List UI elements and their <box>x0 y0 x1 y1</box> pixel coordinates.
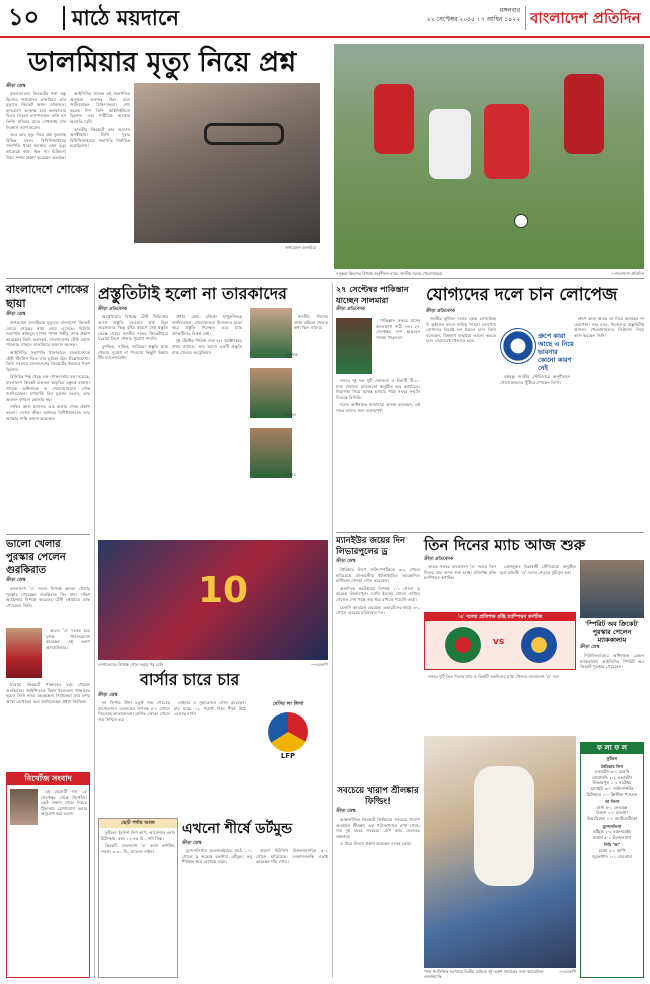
barca-byline: ক্রীড়া ডেস্ক <box>98 693 118 698</box>
lfp-logo-text: LFP <box>280 752 296 760</box>
lopez-headline: যোগ্যদের দলে চান লোপেজ <box>426 285 618 305</box>
section-title: মাঠে ময়দানে <box>72 6 179 30</box>
result-row: ম্যানইউ ৩-০ সাউদাম্পটন <box>590 785 634 791</box>
player-name-shakib: সাকিব <box>286 412 296 417</box>
results-league: ফুটবল <box>606 756 618 761</box>
lead-col-1: বাংলাদেশের ক্রিকেটের শক্ত বন্ধু হিসেবে জগমোহন ডালমিয়া। তার মৃত্যুতে ক্রিকেট অঙ্গন শোকাহত। হৃদরোগে আক্রান্ত হয়ে কলকাতার বিএম বিড়লা হাসপাতালে ভর্তি হন তিনি। রবিবার রাতে সেখানেই শেষ নিঃশ্বাস ত্যাগ করেন। তবে তার মৃত্যু নিয়ে প্রশ্ন তুলেছে বিভিন্ন মহল। বিসিসিআইয়ের সভাপতি থাকা অবস্থায় এমন মৃত্যু কারোরই কাম্য ছিল না। চিকিৎসা নিয়ে সংশয় প্রকাশ করেছেন অনেকে। <box>6 91 66 160</box>
tarka-headline: প্রস্তুতিটাই হলো না তারকাদের <box>98 284 287 303</box>
football-credit: —বাংলাদেশ প্রতিদিন <box>610 271 644 276</box>
dortmund-col-2: বায়ার্ন মিউনিখ উলফসবার্গকে ৫-১ গোলে হারিয়েছে। লেভানডফস্কি একাই করেছেন পাঁচ গোল। <box>256 848 328 865</box>
messi-credit: —এএফপি <box>311 662 328 667</box>
chhoto-body: ফুটবল: ইংলিশ লিগ কাপ, আর্সেনাল বনাম টটেনহাম, রাত ১২-৪৫ মি., সনি সিক্স। ক্রিকেট: বাংলাদেশ 'এ' বনাম কর্ণাটক, সকাল ৯-৩০ মি., চ্যানেল নাইন। <box>101 830 175 854</box>
col-rule-1 <box>94 283 95 978</box>
barca-headline: বার্সার চারে চার <box>140 670 240 689</box>
gurkirat-body-bottom: ঘরোয়া ক্রিকেটে পাঞ্জাবের হয়ে খেলেন গুরকিরাত। আইপিএলে কিংস ইলেভেন পাঞ্জাবের হয়েও তিনি নজর কেড়েছেন। নির্বাচকরা তার ওপর আস্থা রেখেছেন বলে জানিয়েছেন প্রধান নির্বাচক। <box>6 682 90 704</box>
laliga-label: মেসির লা লিগা <box>272 701 304 707</box>
player-photo-shakib <box>250 368 292 418</box>
liverpool-body: প্রিমিয়ার লিগে সাউদাম্পটনকে ৩-২ গোলে হারিয়েছে ম্যানচেস্টার ইউনাইটেড। আন্তোনিও মার্শিয়াল জোড়া গোল করেছেন। অন্যদিকে নরউইচের বিপক্ষে ১-১ গোলে ড্র করেছে লিভারপুল। ড্যানি ইংসের গোলে এগিয়ে গেলেও শেষ পর্যন্ত জয় ধরে রাখতে পারেনি তারা। চেলসি আবারও হেরেছে। এভারটনের কাছে ৩-১ গোলে হেরেছে মরিনহোর দল। <box>336 567 420 616</box>
player-white <box>429 109 471 179</box>
tarka-col-2: প্রধান কোচ চন্ডিকা হাথুরুসিংহে জানিয়েছেন, খেলোয়াড়রা নিজেদের মতো করে প্রস্তুতি নিচ্ছেন। তবে ম্যাচ প্র্যাকটিসের বিকল্প নেই। দুই টেস্টের সিরিজ শুরু হবে অক্টোবরের প্রথম সপ্তাহে। তার আগে একটি প্রস্তুতি ম্যাচ খেলবে অস্ট্রেলিয়া। <box>172 314 242 355</box>
dortmund-byline: ক্রীড়া ডেস্ক <box>182 841 202 846</box>
match-box-title: 'এ' দলের প্রতিপক্ষ রঞ্জি চ্যাম্পিয়ন কর্ণাটক <box>425 613 575 621</box>
nikhoj-title: নিখোঁজ সংবাদ <box>7 773 89 785</box>
barca-col-2: নেইমার ও সুয়ারেজও গোল করেছেন। চার ম্যাচে ১২ পয়েন্ট নিয়ে শীর্ষে উঠে এসেছে বার্সা। <box>174 700 246 717</box>
nikhoj-box <box>6 772 90 978</box>
lead-byline: ক্রীড়া ডেস্ক <box>6 84 26 89</box>
dalmiya-glasses-shape <box>204 123 284 145</box>
tarka-col-1: অস্ট্রেলিয়ার বিপক্ষে টেস্ট সিরিজের আগে প্রস্তুতি নেওয়ার কথা ছিল তারকাদের। কিন্তু বৃষ্টির কারণে সেই প্রস্তুতি ভেস্তে গেছে। জাতীয় দলের ক্রিকেটাররা ঘরোয়া লিগে খেলার সুযোগ পাননি। মুশফিক, সাকিব, তামিমরা প্রস্তুতি ম্যাচ খেলার সুযোগ না পাওয়ায় কিছুটা চিন্তায় টিম ম্যানেজমেন্ট। <box>98 314 168 361</box>
lead-headline: ডালমিয়ার মৃত্যু নিয়ে প্রশ্ন <box>28 47 297 78</box>
results-sub: প্রিমিয়ার লিগ <box>600 763 624 769</box>
result-row: রিয়াল ০-০ মালাগা <box>596 810 628 816</box>
mccallum-headline: 'স্পিরিট অব ক্রিকেট' পুরস্কার পেলেন ম্যাককালাম <box>584 620 640 644</box>
player-name-mushfiq: মুশফিক <box>286 352 298 357</box>
mccallum-byline: ক্রীড়া ডেস্ক <box>580 645 600 650</box>
football-caption: বসুন্ধরা কিংসের বিপক্ষে অনুশীলন ম্যাচে জাতীয় দলের খেলোয়াড়রা <box>336 271 443 276</box>
divider-1 <box>6 278 644 279</box>
results-title: ফ লা ফ ল <box>581 743 643 754</box>
ball <box>514 214 528 228</box>
match-col-2: বেঙ্গালুরুর চিন্নাস্বামী স্টেডিয়ামে অনুষ্ঠিত হবে ম্যাচটি। 'এ' দলের নেতৃত্বে মুমিনুল হক। <box>500 564 576 575</box>
gurkirat-body-top: বাংলাদেশ 'এ' দলের বিপক্ষে ভালো খেলার পুরস্কার পেয়েছেন গুরকিরাত সিং মান। দক্ষিণ আফ্রিকার বিপক্ষে ভারতের টেস্ট স্কোয়াডে ডাক পেয়েছেন তিনি। <box>6 586 90 608</box>
dalmiya-caption: জগমোহন ডালমিয়া <box>285 245 316 250</box>
shoke-article <box>6 283 90 533</box>
bcb-logo <box>445 627 481 663</box>
salma-headline: ২৭ সেপ্টেম্বর পাকিস্তান যাচ্ছেন সালমারা <box>336 285 409 305</box>
tarka-article <box>98 306 328 536</box>
chhoto-box <box>98 818 178 978</box>
results-sub: বুন্দেসলিগা <box>602 823 622 829</box>
messi-number-10: 10 <box>198 570 249 611</box>
shoke-headline: বাংলাদেশে শোকের ছায়া <box>6 283 89 310</box>
laliga-box <box>250 702 326 762</box>
football-photo <box>334 44 644 269</box>
match-byline: ক্রীড়া প্রতিবেদক <box>424 557 453 562</box>
messi-photo <box>98 540 328 660</box>
tarka-col-3: জাতীয় লিগের প্রথম রাউন্ডে খেলার কথা ছিল তাদের। <box>294 314 328 331</box>
sri-byline: ক্রীড়া ডেস্ক <box>336 809 356 814</box>
lopez-col-3: গ্রুপে কারা আছে তা নিয়ে ভাবছেন না লোপেজ। তার মতে, নিজেদের প্রস্তুতিটাই আসল। খেলোয়াড়দের ফিটনেস নিয়ে কাজ করছেন তিনি। <box>574 316 644 338</box>
results-sub: লা লিগা <box>604 799 620 805</box>
liverpool-headline: ম্যানইউর জয়ের দিন লিভারপুলের ড্র <box>336 536 406 557</box>
barca-article <box>98 692 328 812</box>
player-red-2 <box>484 104 529 179</box>
paper-logo: বাংলাদেশ প্রতিদিন <box>530 9 641 27</box>
results-list <box>581 754 643 861</box>
divider-3 <box>336 532 644 533</box>
results-box <box>580 742 644 978</box>
chhoto-title: ছোট পর্দায় আজ <box>99 819 177 828</box>
dalmiya-photo <box>134 83 320 243</box>
result-row: বায়ার্ন ৫-১ উলফসবার্গ <box>593 834 631 840</box>
lead-article <box>6 83 324 261</box>
lfp-logo <box>268 712 308 752</box>
dortmund-col-1: বুন্দেসলিগায় হফেনহেইমের মাঠে ১-১ গোলে ড্র করেছে বরুশিয়া ডর্টমুন্ড। তবু শীর্ষস্থান ধরে রেখেছে তারা। <box>182 848 252 865</box>
divider-2 <box>6 534 90 535</box>
player-name-tamim: তামিম <box>286 472 296 477</box>
nikhoj-body: এই ছেলেটি গত ১৫ সেপ্টেম্বর থেকে নিখোঁজ। কেউ সন্ধান পেলে নিচের ঠিকানায় যোগাযোগ করার অনুরোধ করা হলো। <box>41 789 87 817</box>
sri-body: আন্তর্জাতিক ক্রিকেটে ফিল্ডিংয়ে সবচেয়ে খারাপ অবস্থানে শ্রীলঙ্কা। এক পরিসংখ্যানে দেখা গেছে, গত দুই বছরে সবচেয়ে বেশি ক্যাচ ফেলেছে লঙ্কানরা। এ নিয়ে উদ্বেগ প্রকাশ করেছেন দলের কোচ। <box>336 817 420 847</box>
shoke-body: জগমোহন ডালমিয়ার মৃত্যুতে বাংলাদেশ ক্রিকেট বোর্ডে শোকের ছায়া নেমে এসেছে। বিসিবি সভাপতি নাজমুল হাসান পাপন গভীর শোক প্রকাশ করেছেন। তিনি বলেছেন, বাংলাদেশের টেস্ট মর্যাদা পাওয়ার পেছনে ডালমিয়ার অবদান অনেক। আইসিসির সভাপতি থাকাকালে বাংলাদেশকে টেস্ট স্ট্যাটাস দিতে তার ভূমিকা ছিল উল্লেখযোগ্য। তিনি সবসময় বাংলাদেশের ক্রিকেটের উন্নয়নে পাশে ছিলেন। বিসিবির পক্ষ থেকে এক শোকবার্তায় বলা হয়েছে, বাংলাদেশ ক্রিকেট একজন অকৃত্রিম বন্ধুকে হারাল। সাবেক অধিনায়ক ও খেলোয়াড়রাও শোক জানিয়েছেন। মাশরাফি বিন মুর্তজা বলেন, তার অবদান কখনো ভোলার নয়। সাকিব আল হাসানও এক বার্তায় শোক প্রকাশ করেন। দেশের ক্রীড়া অঙ্গনের বিশিষ্টজনরাও তার আত্মার শান্তি কামনা করেছেন। <box>6 320 90 421</box>
sri-article <box>336 786 420 978</box>
match-headline: তিন দিনের ম্যাচ আজ শুরু <box>424 536 586 554</box>
gurkirat-photo <box>6 628 42 678</box>
lopez-byline: ক্রীড়া প্রতিবেদক <box>426 309 455 314</box>
dortmund-headline: এখনো শীর্ষে ডর্টমুন্ড <box>182 821 293 837</box>
result-row: এভারটন ৩-১ চেলসি <box>594 769 630 775</box>
result-row: বার্সা ৪-১ লেভান্তে <box>596 804 628 810</box>
match-box <box>424 612 576 670</box>
lopez-article <box>426 308 644 528</box>
shoke-byline: ক্রীড়া ডেস্ক <box>6 312 26 317</box>
salma-photo <box>336 318 372 374</box>
player-photo-tamim <box>250 428 292 478</box>
result-row: জুভেন্টাস ১-১ জেনোয়া <box>592 853 632 859</box>
dortmund-article <box>182 840 328 978</box>
gurkirat-headline: ভালো খেলার পুরস্কার পেলেন গুরকিরাত <box>6 539 66 576</box>
masthead-divider <box>63 6 65 30</box>
lopez-col-2: বঙ্গবন্ধু জাতীয় স্টেডিয়ামে অনুশীলনে খেলোয়াড়দের খুঁটিয়ে দেখছেন তিনি। <box>500 374 570 385</box>
player-red-3 <box>564 74 604 154</box>
barca-col-1: লা লিগায় টানা চতুর্থ জয় পেয়েছে বার্সেলোনা। লেভান্তের বিপক্ষে ৪-১ গোলে জিতেছে কাতালানরা। মেসির জোড়া গোলে জয় নিশ্চিত হয়। <box>98 700 170 722</box>
result-row: লিভারপুল ১-১ নরউইচ <box>592 780 632 786</box>
bff-logo <box>500 328 536 364</box>
masthead-divider-2 <box>525 6 526 30</box>
date-label: ২২ সেপ্টেম্বর ২০১৫ । ৭ আশ্বিন ১৪২২ <box>426 16 520 23</box>
versus-icon: vs <box>493 637 505 647</box>
liverpool-article <box>336 536 420 786</box>
date-line <box>380 6 520 24</box>
messi-caption: লেগানেসের বিপক্ষে গোল করার পর মেসি <box>98 662 164 667</box>
result-row: ভিয়ারিয়াল ১-০ অ্যাটলেটিকো <box>586 815 638 821</box>
result-row: রোমা ২-১ কার্পি <box>598 847 626 853</box>
gurkirat-byline: ক্রীড়া ডেস্ক <box>6 578 26 583</box>
tennis-caption: প্যান প্যাসিফিক ওপেনের দ্বিতীয় রাউন্ডে দুই তরুণ সমর্থকের সঙ্গে ক্যারোলিন ওজনিয়াকি <box>424 969 544 979</box>
salma-article <box>336 284 420 532</box>
lead-col-2: আইসিসির সাবেক এই সভাপতির অসুস্থতা গুরুতর ছিল বলে জানিয়েছেন চিকিৎসকরা। শেষ কয়েক দিন তিনি আইসিইউতে ছিলেন। তার শারীরিক অবস্থার অবনতি ঘটে। ভারতীয় ক্রিকেটে তার অবদান অনস্বীকার্য। তিনি দুবার বিসিসিআইয়ের সভাপতি নির্বাচিত হয়েছিলেন। <box>70 91 130 149</box>
day-label: মঙ্গলবার <box>499 7 520 14</box>
match-col-1: ভারত সফরে বাংলাদেশ 'এ' দলের তিন দিনের ম্যাচ আজ শুরু হচ্ছে। প্রতিপক্ষ রঞ্জি চ্যাম্পিয়ন কর্ণাটক। <box>424 564 496 581</box>
tennis-player-shape <box>474 766 534 886</box>
ksca-logo <box>521 627 557 663</box>
lopez-col-1: জাতীয় ফুটবল দলের কোচ লোডভিক দি ক্রুইফের বদলে দায়িত্ব পাওয়া লোপেজ যোগ্যদের নিয়েই দল গড়তে চান। তিনি বলেছেন, বিশ্বকাপ বাছাইয়ে ভালো করতে হলে সেরাদেরই খেলাতে হবে। <box>426 316 496 344</box>
salma-byline: ক্রীড়া প্রতিবেদক <box>336 307 365 312</box>
player-red-1 <box>374 84 414 154</box>
liverpool-byline: ক্রীড়া ডেস্ক <box>336 559 356 564</box>
salma-body: সফরে দুই দল দুটি ওয়ানডে ও তিনটি টি-২০ ম্যাচ খেলবে। ম্যাচগুলো অনুষ্ঠিত হবে করাচিতে। নিরাপত্তা নিয়ে আশ্বস্ত হওয়ার পরই সফরে সম্মতি দিয়েছে বিসিবি। দলের অধিনায়ক জাহানারা আলম বলেছেন, এই সফর তাদের জন্য গুরুত্বপূর্ণ। <box>336 378 420 413</box>
player-photo-mushfiq <box>250 308 292 358</box>
mccallum-article <box>580 620 644 740</box>
page-number: ১০ <box>8 3 40 31</box>
gurkirat-body-side: ভারত 'এ' দলের হয়ে দুর্দান্ত পারফরম্যান্স করেছেন এই তরুণ অলরাউন্ডার। <box>46 628 90 650</box>
tennis-credit: —এএফপি <box>559 969 576 974</box>
mccallum-photo <box>580 560 644 618</box>
tarka-byline: ক্রীড়া প্রতিবেদক <box>98 307 127 312</box>
mccallum-body: নিউজিল্যান্ডের অধিনায়ক ব্রেন্ডন ম্যাককালাম আইসিসির স্পিরিট অব ক্রিকেট পুরস্কার পেয়েছেন। <box>580 653 644 670</box>
lopez-pullquote: গ্রুপে কারা আছে এ নিয়ে ভাবনার কোনো কারণ নেই <box>538 332 574 372</box>
masthead <box>0 0 650 38</box>
result-row: সোয়ানসি ২-২ এভারটন <box>591 774 633 780</box>
sri-headline: সবচেয়ে খারাপ শ্রীলঙ্কার ফিল্ডিং! <box>337 786 419 807</box>
result-row: টটেনহাম ১-০ ক্রিস্টাল প্যালেস <box>586 791 638 797</box>
nikhoj-photo <box>10 789 38 825</box>
results-sub: সিরি 'আ' <box>603 842 621 848</box>
match-body-2: সফরে দুটি তিন দিনের ম্যাচ ও তিনটি একদিনের ম্যাচ খেলবে বাংলাদেশ 'এ' দল। <box>428 674 560 679</box>
tennis-photo <box>424 736 576 968</box>
result-row: ডর্টমুন্ড ২-২ হফেনহেইম <box>592 829 632 835</box>
salma-body-side: পাকিস্তান সফরে যাচ্ছে বাংলাদেশ নারী দল। ২৭ সেপ্টেম্বর দেশ ছাড়বেন সালমা খাতুনরা। <box>376 318 420 340</box>
gurkirat-article <box>6 538 90 768</box>
col-rule-2 <box>332 283 333 978</box>
